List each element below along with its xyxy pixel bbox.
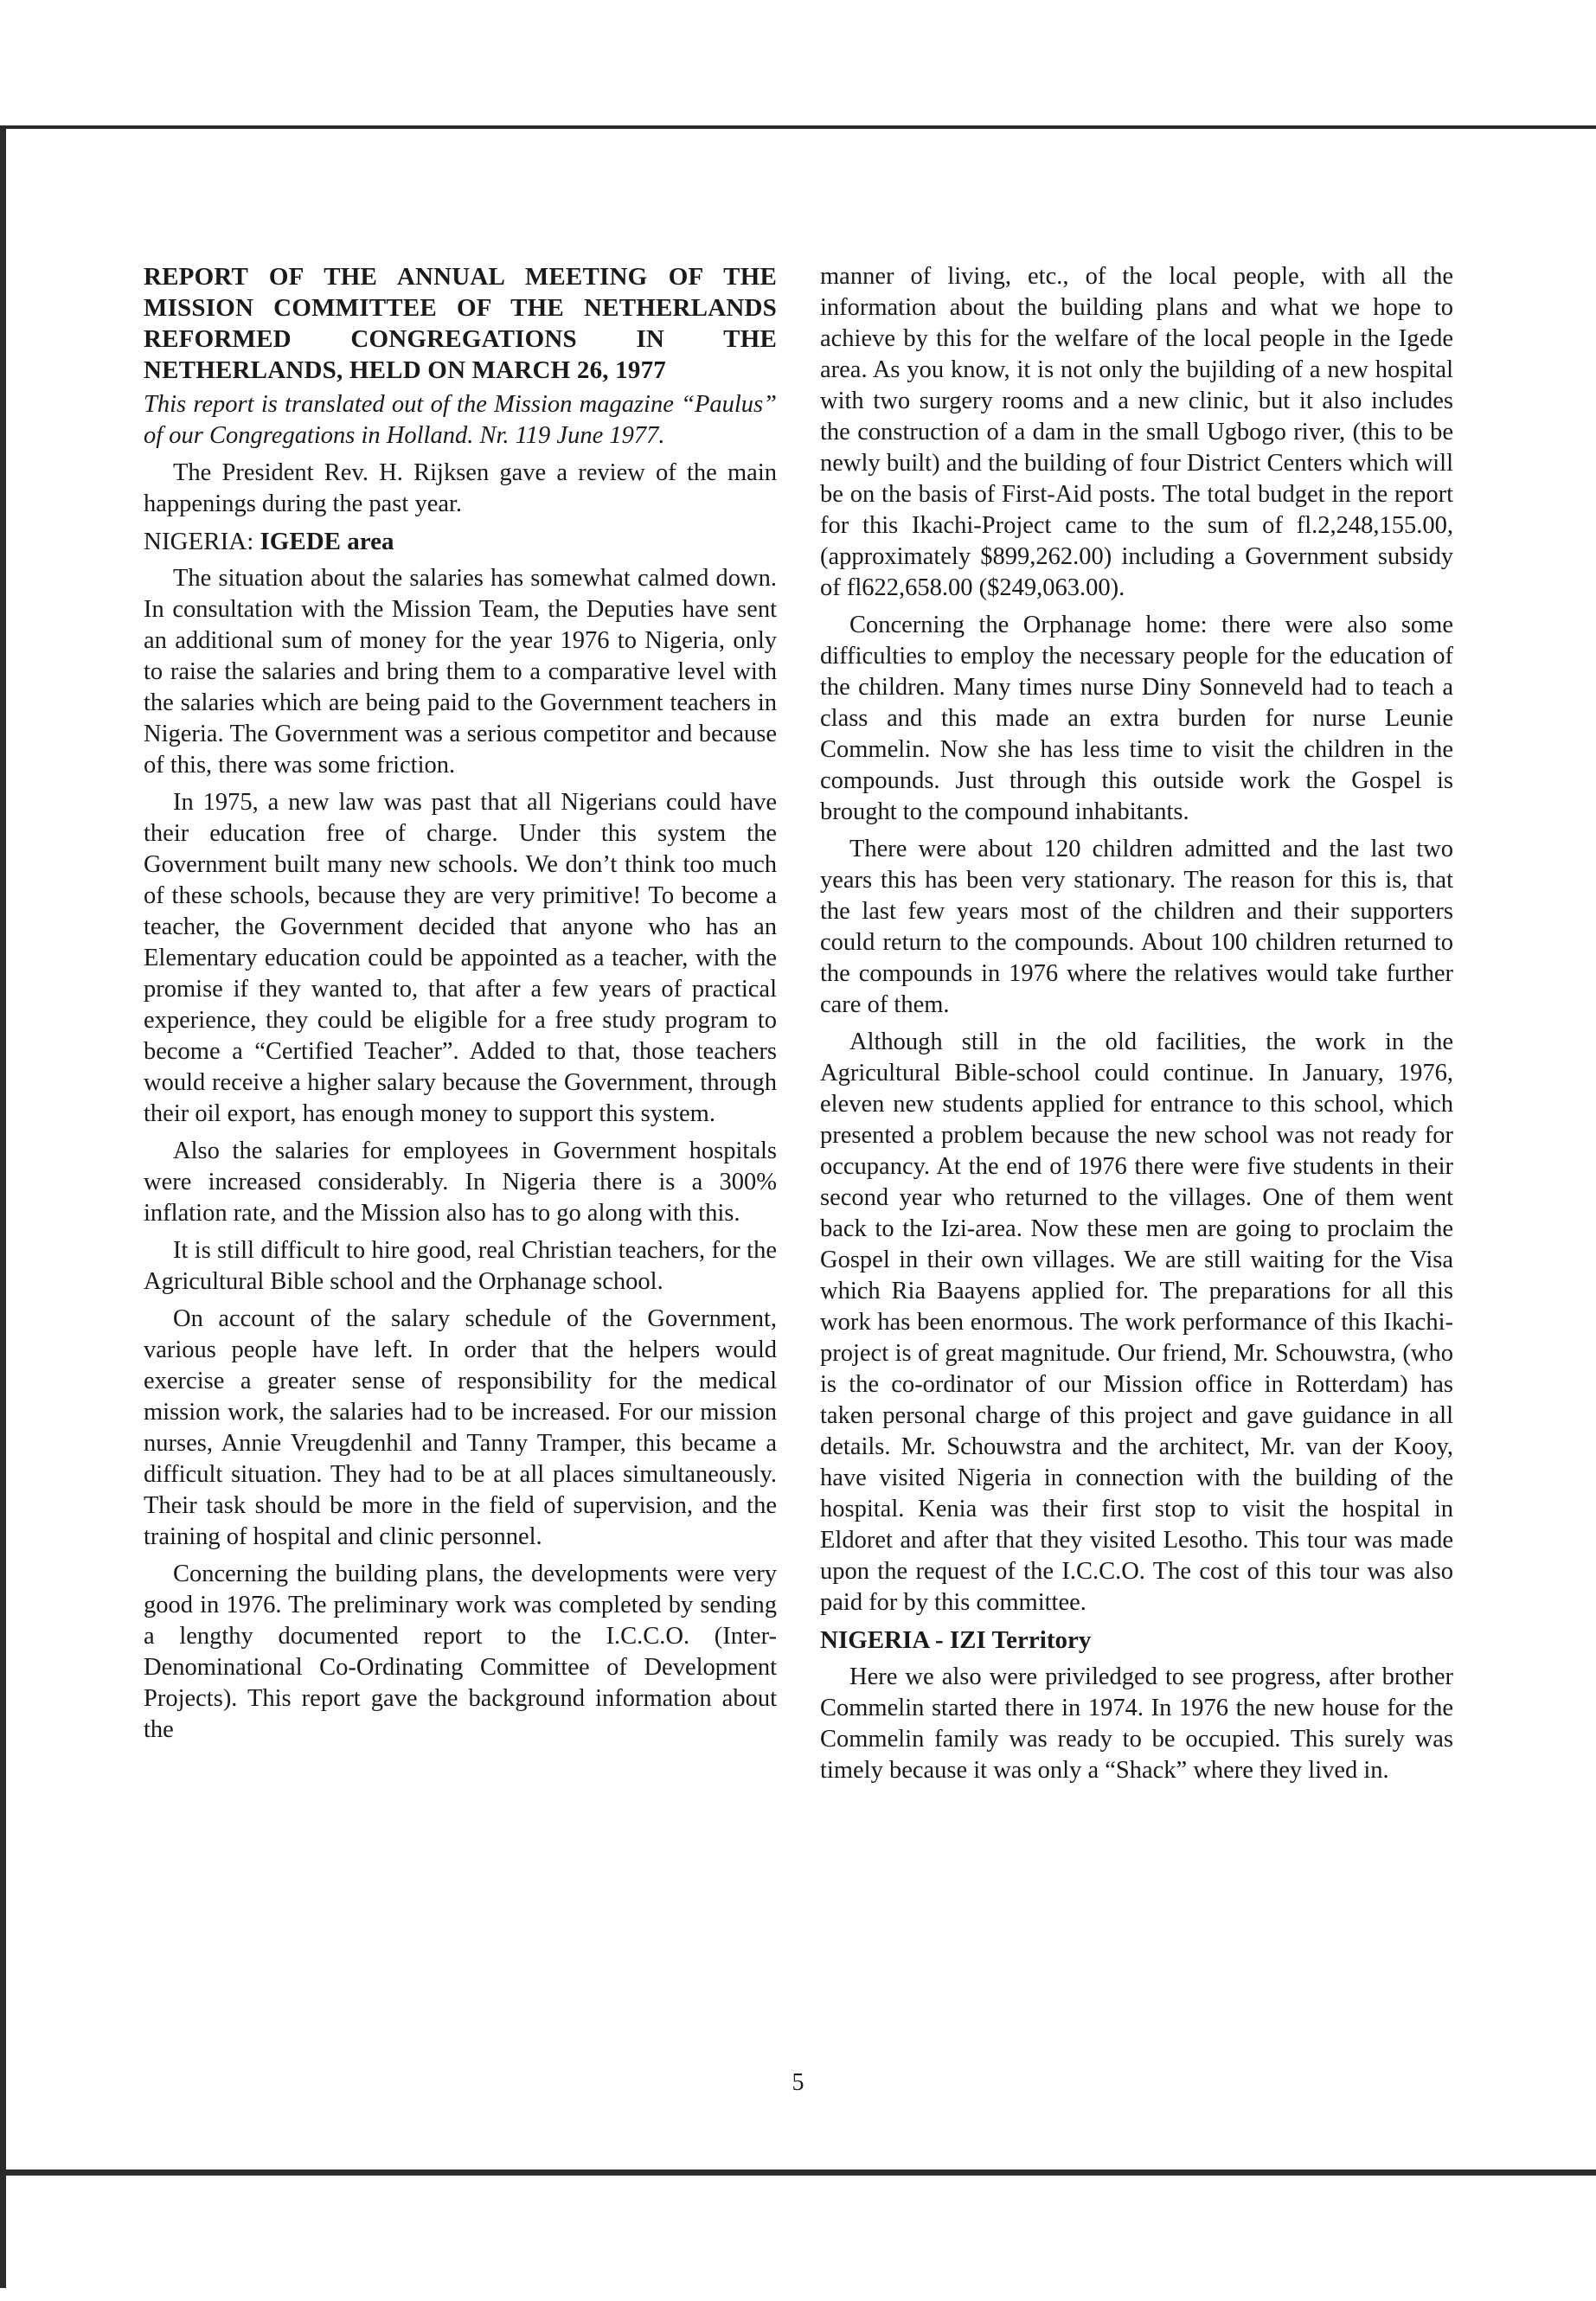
scan-top-edge (0, 125, 1596, 129)
paragraph-president: The President Rev. H. Rijksen gave a review of the main happenings during the past year. (144, 459, 777, 517)
report-title: REPORT OF THE ANNUAL MEETING OF THE MISSION COMMITTEE OF THE NETHERLANDS REFORMED CONGREGATIONS IN THE NETHERLANDS, HELD ON MARCH 26, 1977 (144, 263, 777, 384)
scan-bottom-edge (0, 2170, 1596, 2176)
paragraph-salary-schedule: On account of the salary schedule of the Government, various people have left. In order that the helpers would exercise a greater sense of responsibility for the medical mission work, the salaries had to be increased. For our mission nurses, Annie Vreugdenhil and Tanny Tramper, this became a difficult situation. They had to be at all places simultaneously. Their task should be more in the field of supervision, and the training of hospital and clinic personnel. (144, 1305, 777, 1550)
heading-nigeria-prefix: NIGERIA: (144, 528, 254, 555)
paragraph-agricultural-school: Although still in the old facilities, the work in the Agricultural Bible-school could continue. In January, 1976, eleven new students applied for entrance to this school, which presented a problem because the new school was not ready for occupancy. At the end of 1976 there were five students in their second year who returned to the villages. One of them went back to the Izi-area. Now these men are going to proclaim the Gospel in their own villages. We are still waiting for the Visa which Ria Baayens applied for. The preparations for all this work has been enormous. The work performance of this Ikachi-project is of great magnitude. Our friend, Mr. Schouwstra, (who is the co-ordinator of our Mission office in Rotterdam) has taken personal charge of this project and gave guidance in all details. Mr. Schouwstra and the architect, Mr. van der Kooy, have visited Nigeria in connection with the building of the hospital. Kenia was their first stop to visit the hospital in Eldoret and after that they visited Lesotho. This tour was made upon the request of the I.C.C.O. The cost of this tour was also paid for by this committee. (820, 1029, 1453, 1616)
right-column (820, 261, 1453, 1792)
scan-left-edge (0, 125, 6, 2288)
heading-igede-area: IGEDE area (260, 528, 394, 555)
paragraph-hospital-salaries: Also the salaries for employees in Government hospitals were increased considerably. In Nigeria there is a 300% inflation rate, and the Mission also has to go along with this. (144, 1138, 777, 1227)
paragraph-education-law: In 1975, a new law was past that all Nigerians could have their education free of charge. Under this system the Government built many new schools. We don’t think too much of these schools, because they are very primitive! To become a teacher, the Government decided that anyone who has an Elementary education could be appointed as a teacher, with the promise if they wanted to, that after a few years of practical experience, they could be eligible for a free study program to become a “Certified Teacher”. Added to that, those teachers would receive a higher salary because the Government, through their oil export, has enough money to support this system. (144, 789, 777, 1127)
section-heading-nigeria-igede (144, 526, 777, 557)
report-intro: This report is translated out of the Mission magazine “Paulus” of our Congregations in Holland. Nr. 119 June 1977. (144, 391, 777, 449)
paragraph-hiring-teachers: It is still difficult to hire good, real Christian teachers, for the Agricultural Bible school and the Orphanage school. (144, 1237, 777, 1295)
paragraph-orphanage: Concerning the Orphanage home: there were also some difficulties to employ the necessary people for the education of the children. Many times nurse Diny Sonneveld had to teach a class and this made an extra burden for nurse Leunie Commelin. Now she has less time to visit the children in the compounds. Just through this outside work the Gospel is brought to the compound inhabitants. (820, 612, 1453, 825)
paragraph-building-plans-continued: manner of living, etc., of the local people, with all the information about the building plans and what we hope to achieve by this for the welfare of the local people in the Igede area. As you know, it is not only the bujilding of a new hospital with two surgery rooms and a new clinic, but it also includes the construction of a dam in the small Ugbogo river, (this to be newly built) and the building of four District Centers which will be on the basis of First-Aid posts. The total budget in the report for this Ikachi-Project came to the sum of fl.2,248,155.00, (approximately $899,262.00) including a Government subsidy of fl622,658.00 ($249,063.00). (820, 263, 1453, 601)
section-heading-nigeria-izi: NIGERIA - IZI Territory (820, 1626, 1092, 1654)
left-column (144, 261, 777, 1752)
paragraph-children: There were about 120 children admitted and the last two years this has been very stationary. The reason for this is, that the last few years most of the children and their supporters could return to the compounds. About 100 children returned to the compounds in 1976 where the relatives would take further care of them. (820, 836, 1453, 1018)
page-number: 5 (792, 2069, 804, 2096)
paragraph-salaries: The situation about the salaries has somewhat calmed down. In consultation with the Mission Team, the Deputies have sent an additional sum of money for the year 1976 to Nigeria, only to raise the salaries and bring them to a comparative level with the salaries which are being paid to the Government teachers in Nigeria. The Government was a serious competitor and because of this, there was some friction. (144, 565, 777, 779)
paragraph-building-plans: Concerning the building plans, the developments were very good in 1976. The preliminary work was completed by sending a lengthy documented report to the I.C.C.O. (Inter-Denominational Co-Ordinating Committee of Development Projects). This report gave the background information about the (144, 1561, 777, 1743)
paragraph-izi-progress: Here we also were priviledged to see progress, after brother Commelin started there in 1974. In 1976 the new house for the Commelin family was ready to be occupied. This surely was timely because it was only a “Shack” where they lived in. (820, 1663, 1453, 1784)
